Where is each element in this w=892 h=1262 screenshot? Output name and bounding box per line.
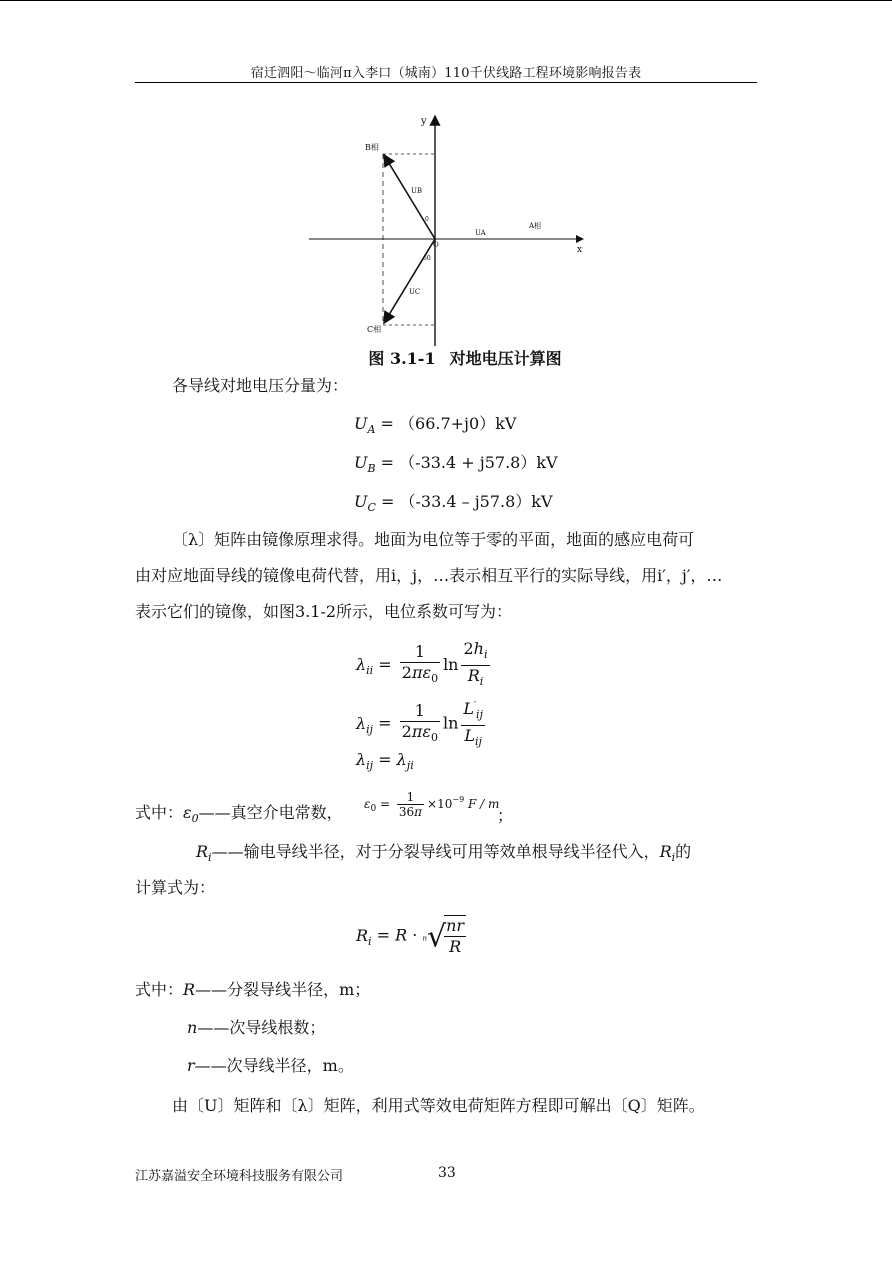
uc-label: UC <box>409 288 421 296</box>
y-label: y <box>421 116 427 127</box>
intro-text: 各导线对地电压分量为： <box>172 376 349 395</box>
lambda-ij-formula: $\lambda_{ij}$ = $\frac{1}{2\pi\varepsilon_0}$ ln $\frac{L'_{ij}}{L_{ij}}$ <box>356 696 488 752</box>
epsilon-definition: 式中：$\varepsilon_0——$真空介电常数， <box>135 803 343 825</box>
figure-caption: 图 3.1-1 对地电压计算图 <box>368 349 562 368</box>
n-definition: n——次导线根数； <box>187 1018 326 1037</box>
origin-label: O <box>433 241 439 249</box>
epsilon-formula: $\varepsilon_0$ = $\frac{1}{36\pi}$ $\times 10^{-9}$ F / m <box>364 790 500 819</box>
c-phase-label: C相 <box>367 325 382 334</box>
uc-equation: $U_C = (-33.4 - j57.8)kV$ <box>354 492 553 514</box>
r-definition: 式中：R——分裂导线半径，m； <box>135 980 371 999</box>
epsilon-end: ； <box>497 806 514 825</box>
para1-line1: 〔λ〕矩阵由镜像原理求得。地面为电位等于零的平面，地面的感应电荷可 <box>172 530 695 549</box>
final-paragraph: 由〔U〕矩阵和〔λ〕矩阵，利用式等效电荷矩阵方程即可解出〔Q〕矩阵。 <box>172 1096 705 1115</box>
ub-phasor <box>384 155 435 239</box>
top-border <box>0 0 892 1</box>
para1-line3: 表示它们的镜像，如图3.1-2所示，电位系数可写为： <box>135 602 513 621</box>
ua-equation: $U_A = (66.7+j0)kV$ <box>354 414 517 436</box>
footer-company: 江苏嘉溢安全环境科技服务有限公司 <box>135 1169 344 1184</box>
ub-equation: $U_B = (-33.4 + j57.8)kV$ <box>354 453 558 475</box>
uc-phasor <box>384 239 435 323</box>
page-header: 宿迁泗阳～临河π入李口（城南）110千伏线路工程环境影响报告表 <box>250 66 642 81</box>
para1-line2: 由对应地面导线的镜像电荷代替，用i，j，…表示相互平行的实际导线，用i′，j′，… <box>135 566 723 585</box>
x-label: x <box>577 245 583 255</box>
page-number: 33 <box>438 1165 456 1181</box>
ri-definition: $R_i——$输电导线半径，对于分裂导线可用等效单根导线半径代入，$R_i$的 <box>196 842 692 864</box>
voltage-phasor-diagram <box>305 110 595 348</box>
lambda-ii-formula: $\lambda_{ii}$ = $\frac{1}{2\pi\varepsilon_0}$ ln $\frac{2h_i}{R_i}$ <box>356 639 488 688</box>
ua-label: UA <box>475 229 486 237</box>
r-small-definition: r——次导线半径，m。 <box>187 1056 354 1075</box>
header-rule <box>135 82 757 83</box>
ub-label: UB <box>411 187 423 195</box>
b-phase-label: B相 <box>365 143 379 152</box>
angle-top-label: 0 <box>425 216 429 223</box>
lambda-symmetry-formula: $\lambda_{ij} = \lambda_{ji}$ <box>356 750 414 772</box>
a-phase-label: A相 <box>529 222 542 230</box>
angle-bottom-label: 60 <box>423 255 431 262</box>
ri-formula: $R_i = R \cdot n√$ $\frac{nr}{R}$ <box>356 916 465 956</box>
ri-line2: 计算式为： <box>135 878 216 897</box>
